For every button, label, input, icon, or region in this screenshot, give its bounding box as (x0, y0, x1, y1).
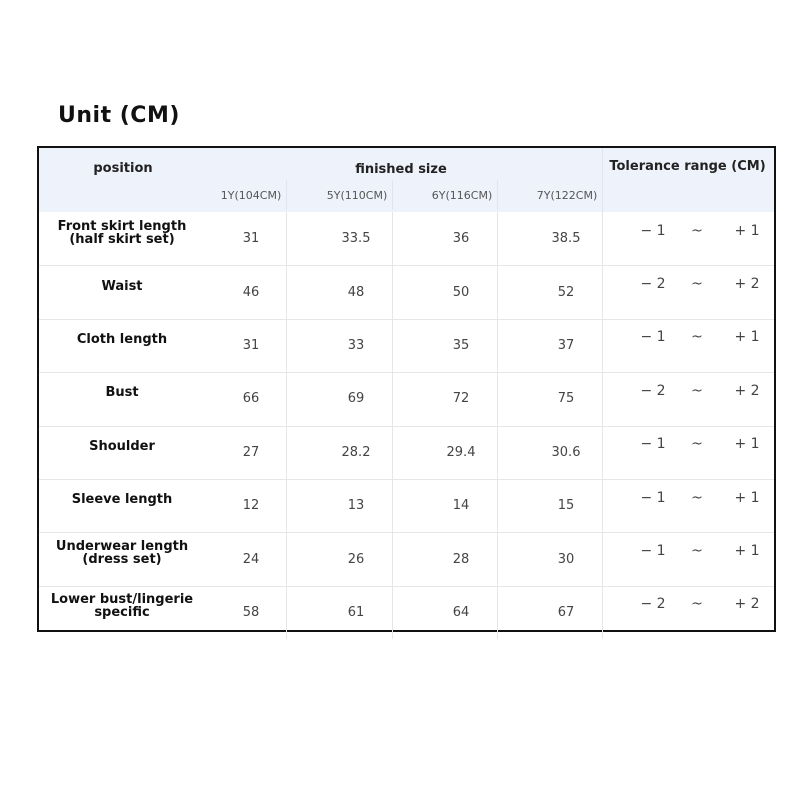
row-label-line: Sleeve length (71, 492, 173, 508)
row-label-line: Underwear length (55, 539, 189, 555)
row-label-line: Shoulder (89, 438, 155, 454)
measurement-value: 37 (557, 337, 575, 353)
measurement-value: 75 (557, 391, 575, 407)
measurement-value: 28 (452, 551, 470, 567)
row-label (39, 526, 205, 579)
tolerance-min: − 1 (640, 436, 666, 453)
tolerance-min: − 1 (640, 543, 666, 560)
tolerance-max: + 1 (734, 222, 760, 239)
tolerance-max: + 1 (734, 489, 760, 506)
tolerance-max: + 1 (734, 543, 760, 560)
tolerance-separator: ~ (691, 596, 703, 613)
measurement-value: 31 (242, 337, 260, 353)
row-label-line: (half skirt set) (69, 231, 175, 247)
measurement-value: 36 (452, 231, 470, 247)
measurement-value: 14 (452, 498, 470, 514)
tolerance-separator: ~ (691, 489, 703, 506)
measurement-value: 38.5 (551, 231, 581, 247)
row-label-line: Waist (101, 278, 143, 294)
measurement-value: 66 (242, 391, 260, 407)
measurement-value: 48 (347, 284, 365, 300)
measurement-value: 12 (242, 498, 260, 514)
measurement-value: 27 (242, 444, 260, 460)
row-label-line: specific (94, 605, 150, 621)
measurement-value: 33.5 (341, 231, 371, 247)
measurement-value: 29.4 (446, 444, 476, 460)
tolerance-min: − 1 (640, 329, 666, 346)
measurement-value: 64 (452, 604, 470, 620)
measurement-value: 35 (452, 337, 470, 353)
measurement-value: 69 (347, 391, 365, 407)
measurement-value: 26 (347, 551, 365, 567)
size-header-5y: 5Y(110CM) (326, 188, 388, 202)
tolerance-separator: ~ (691, 222, 703, 239)
row-label (39, 366, 205, 419)
measurement-value: 50 (452, 284, 470, 300)
divider (286, 180, 287, 210)
measurement-value: 33 (347, 337, 365, 353)
measurement-value: 72 (452, 391, 470, 407)
tolerance-separator: ~ (691, 436, 703, 453)
row-label (39, 313, 205, 366)
tolerance-max: + 1 (734, 436, 760, 453)
tolerance-header: Tolerance range (CM) (609, 158, 766, 174)
tolerance-max: + 2 (734, 382, 760, 399)
measurement-value: 58 (242, 604, 260, 620)
tolerance-separator: ~ (691, 276, 703, 293)
tolerance-separator: ~ (691, 543, 703, 560)
tolerance-min: − 2 (640, 276, 666, 293)
divider (392, 180, 393, 210)
measurement-value: 15 (557, 498, 575, 514)
tolerance-separator: ~ (691, 382, 703, 399)
position-header: position (93, 160, 153, 176)
row-label (39, 206, 205, 259)
tolerance-min: − 2 (640, 596, 666, 613)
divider (497, 180, 498, 210)
row-label-line: Front skirt length (57, 218, 187, 234)
row-label (39, 420, 205, 473)
row-label-line: Bust (105, 385, 139, 401)
size-chart-table (37, 146, 776, 632)
size-header-1y: 1Y(104CM) (220, 188, 282, 202)
measurement-value: 46 (242, 284, 260, 300)
measurement-value: 52 (557, 284, 575, 300)
size-header-6y: 6Y(116CM) (431, 188, 493, 202)
measurement-value: 13 (347, 498, 365, 514)
tolerance-max: + 1 (734, 329, 760, 346)
measurement-value: 31 (242, 231, 260, 247)
measurement-value: 30 (557, 551, 575, 567)
size-header-7y: 7Y(122CM) (536, 188, 598, 202)
measurement-value: 61 (347, 604, 365, 620)
divider (602, 148, 603, 212)
row-label-line: Lower bust/lingerie (50, 592, 194, 608)
measurement-value: 24 (242, 551, 260, 567)
row-label-line: Cloth length (76, 331, 168, 347)
tolerance-min: − 1 (640, 222, 666, 239)
measurement-value: 30.6 (551, 444, 581, 460)
row-label (39, 473, 205, 526)
measurement-value: 67 (557, 604, 575, 620)
unit-title: Unit (CM) (58, 103, 180, 128)
tolerance-min: − 1 (640, 489, 666, 506)
tolerance-min: − 2 (640, 382, 666, 399)
measurement-value: 28.2 (341, 444, 371, 460)
tolerance-max: + 2 (734, 276, 760, 293)
row-label (39, 580, 205, 633)
tolerance-max: + 2 (734, 596, 760, 613)
row-label (39, 259, 205, 312)
tolerance-separator: ~ (691, 329, 703, 346)
finished-size-header: finished size (355, 161, 447, 177)
row-label-line: (dress set) (82, 552, 162, 568)
